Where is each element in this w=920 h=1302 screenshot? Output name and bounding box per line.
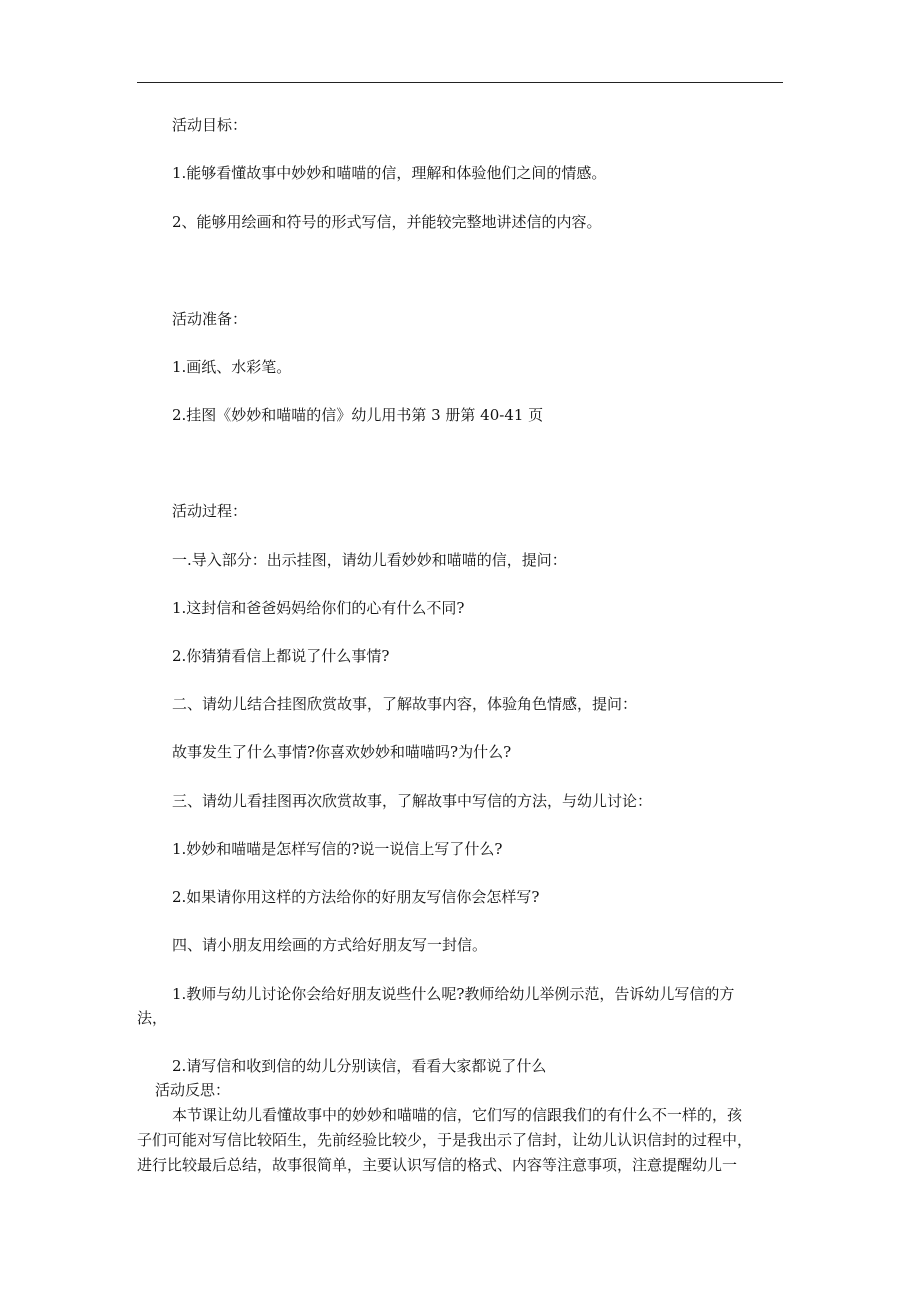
goals-heading: 活动目标：	[172, 116, 248, 134]
process-item: 故事发生了什么事情?你喜欢妙妙和喵喵吗?为什么?	[172, 743, 512, 761]
process-item: 一.导入部分：出示挂图，请幼儿看妙妙和喵喵的信，提问：	[172, 551, 567, 569]
reflection-line: 本节课让幼儿看懂故事中的妙妙和喵喵的信，它们写的信跟我们的有什么不一样的，孩	[172, 1106, 743, 1124]
process-heading: 活动过程：	[172, 502, 248, 520]
process-item: 2.你猜猜看信上都说了什么事情?	[172, 647, 390, 665]
process-item: 四、请小朋友用绘画的方式给好朋友写一封信。	[172, 936, 488, 954]
goal-item-1: 1.能够看懂故事中妙妙和喵喵的信，理解和体验他们之间的情感。	[172, 164, 607, 182]
reflection-heading: 活动反思：	[155, 1081, 231, 1099]
preparation-item-1: 1.画纸、水彩笔。	[172, 358, 292, 376]
goal-item-2: 2、能够用绘画和符号的形式写信，并能较完整地讲述信的内容。	[172, 213, 602, 231]
process-item: 2.请写信和收到信的幼儿分别读信，看看大家都说了什么	[172, 1057, 547, 1075]
reflection-line: 进行比较最后总结，故事很简单，主要认识写信的格式、内容等注意事项，注意提醒幼儿一	[137, 1156, 738, 1174]
process-item-continuation: 法，	[137, 1009, 168, 1027]
preparation-item-2: 2.挂图《妙妙和喵喵的信》幼儿用书第 3 册第 40-41 页	[172, 406, 544, 424]
preparation-heading: 活动准备：	[172, 310, 248, 328]
process-item: 1.妙妙和喵喵是怎样写信的?说一说信上写了什么?	[172, 840, 503, 858]
process-item: 三、请幼儿看挂图再次欣赏故事，了解故事中写信的方法，与幼儿讨论：	[172, 792, 653, 810]
process-item: 1.教师与幼儿讨论你会给好朋友说些什么呢?教师给幼儿举例示范，告诉幼儿写信的方	[172, 985, 735, 1003]
process-item: 1.这封信和爸爸妈妈给你们的心有什么不同?	[172, 599, 465, 617]
process-item: 二、请幼儿结合挂图欣赏故事，了解故事内容，体验角色情感，提问：	[172, 695, 638, 713]
header-rule	[137, 82, 783, 83]
process-item: 2.如果请你用这样的方法给你的好朋友写信你会怎样写?	[172, 888, 540, 906]
reflection-line: 子们可能对写信比较陌生，先前经验比较少，于是我出示了信封，让幼儿认识信封的过程中，	[137, 1131, 753, 1149]
